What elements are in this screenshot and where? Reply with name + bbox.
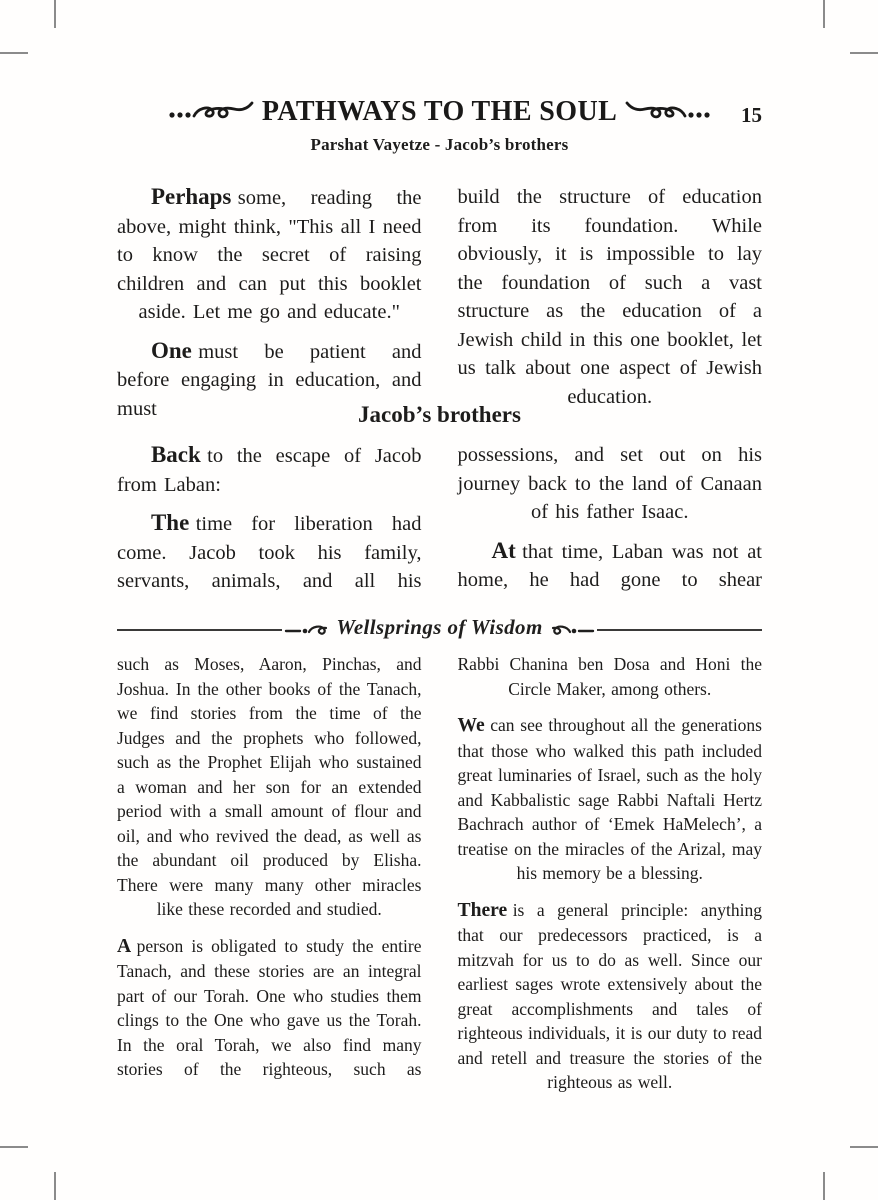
upper-right-column <box>458 183 763 423</box>
para-text: can see throughout all the generations that those who walked this path included great luminaries of Israel, such as the holy and Kabbalistic sage Rabbi Naftali Hertz Bachrach author of ‘Emek HaMelech’, a treatise on the miracles of the Arizal, may his memory be a blessing. <box>457 715 762 883</box>
scroll-flourish-right-icon <box>625 100 711 124</box>
para-lead: There <box>457 899 508 921</box>
middle-text-block <box>117 441 762 596</box>
lower-text-block <box>117 652 762 1095</box>
divider-flourish-left-icon <box>284 622 328 638</box>
paragraph <box>117 652 422 922</box>
para-lead: Back <box>151 442 201 467</box>
wellsprings-divider <box>117 617 762 642</box>
paragraph <box>458 898 763 1095</box>
page-header <box>117 96 762 155</box>
para-text: build the structure of education from its foundation. While obviously, it is impossible to lay the foundation of such a vast structure as the education of a Jewish child in this one booklet, let us talk about one aspect of Jewish education. <box>457 186 762 408</box>
page-subtitle: Parshat Vayetze - Jacob’s brothers <box>310 135 569 154</box>
crop-mark <box>54 1172 56 1200</box>
crop-mark <box>850 52 878 54</box>
scroll-flourish-left-icon <box>168 100 254 124</box>
crop-mark <box>54 0 56 28</box>
crop-mark <box>823 0 825 28</box>
lower-left-column <box>117 652 422 1095</box>
para-lead: We <box>457 715 485 736</box>
title-row <box>117 96 762 128</box>
para-text: must be patient and before engaging in education, and must <box>117 340 422 420</box>
middle-left-column <box>117 441 422 596</box>
crop-mark <box>0 52 28 54</box>
paragraph <box>117 934 422 1082</box>
page-title: PATHWAYS TO THE SOUL <box>261 96 618 127</box>
paragraph <box>458 537 763 595</box>
para-text: such as Moses, Aaron, Pinchas, and Joshua. In the other books of the Tanach, we find stories from the time of the Judges and the prophets who followed, such as the Prophet Elijah who sustained a woman and her son for an extended period with a small amount of flour and oil, and who revived the dead, as well as the abundant oil produced by Elisha. There were many many other miracles like these recorded and studied. <box>117 654 422 919</box>
paragraph <box>117 183 422 327</box>
para-lead: The <box>151 510 190 535</box>
paragraph <box>458 441 763 527</box>
page-number: 15 <box>741 103 762 127</box>
upper-left-column <box>117 183 422 423</box>
divider-flourish-right-icon <box>551 622 595 638</box>
para-text: to the escape of Jacob from Laban: <box>117 445 422 496</box>
para-text: possessions, and set out on his journey back to the land of Canaan of his father Isaac. <box>457 444 762 523</box>
para-text: person is obligated to study the entire Tanach, and these stories are an integral part of our Torah. One who studies them clings to the One who gave us the Torah. In the oral Torah, we also find many stories of the righteous, such as <box>117 935 422 1079</box>
para-text: is a general principle: anything that our predecessors practiced, is a mitzvah for us to do as well. Since our earliest sages wrote extensively about the great accomplishments and tales of righteous individuals, it is our duty to read and retell and treasure the stories of the righteous as well. <box>457 899 762 1092</box>
para-lead: At <box>491 537 516 563</box>
crop-mark <box>850 1146 878 1148</box>
paragraph <box>117 509 422 596</box>
para-lead: One <box>151 337 192 363</box>
para-lead: A <box>117 935 132 957</box>
paragraph <box>458 652 763 701</box>
para-text: that time, Laban was not at home, he had gone to shear <box>457 540 762 591</box>
paragraph <box>458 183 763 411</box>
middle-right-column <box>458 441 763 596</box>
upper-text-block <box>117 183 762 423</box>
crop-mark <box>823 1172 825 1200</box>
section-heading: Jacob’s brothers <box>358 402 521 427</box>
paragraph <box>117 441 422 499</box>
para-lead: Perhaps <box>151 184 232 209</box>
para-text: time for liberation had come. Jacob took his family, servants, animals, and all his <box>117 513 422 592</box>
lower-right-column <box>458 652 763 1095</box>
para-text: Rabbi Chanina ben Dosa and Honi the Circle Maker, among others. <box>457 654 762 699</box>
para-text: some, reading the above, might think, "This all I need to know the secret of raising children and can put this booklet aside. Let me go and educate." <box>117 187 422 323</box>
divider-title: Wellsprings of Wisdom <box>336 615 543 639</box>
paragraph <box>458 713 763 886</box>
crop-mark <box>0 1146 28 1148</box>
